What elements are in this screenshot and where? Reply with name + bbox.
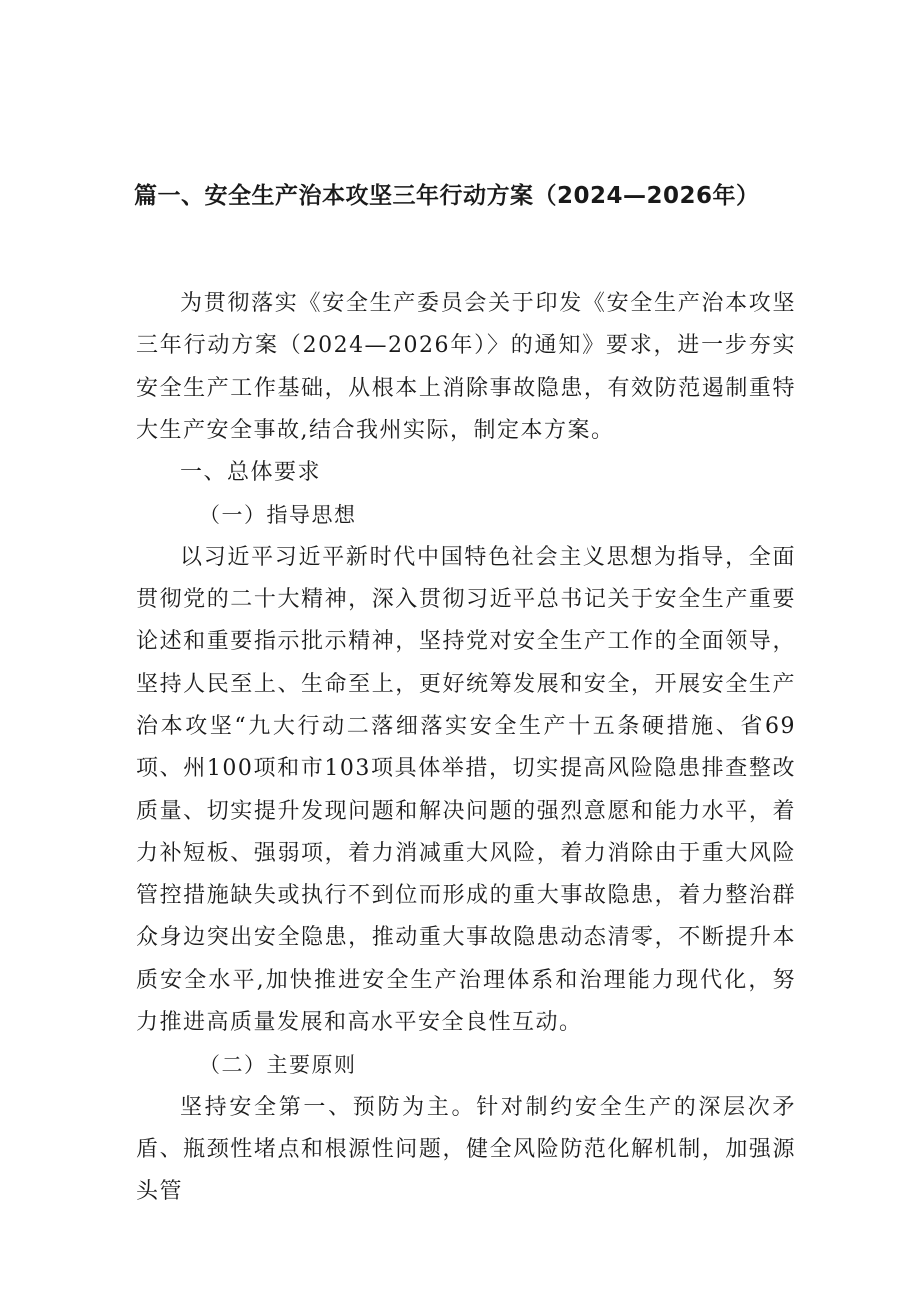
intro-paragraph: 为贯彻落实《安全生产委员会关于印发《安全生产治本攻坚三年行动方案（2024—2026年）〉的通知》要求，进一步夯实安全生产工作基础，从根本上消除事故隐患，有效防范遏制重特大生产安全事故,结合我州实际，制定本方案。 [136, 291, 796, 443]
subsection-heading-main-principles: （二）主要原则 [199, 1053, 357, 1078]
subsection-heading-guiding-ideology: （一）指导思想 [199, 503, 357, 528]
document-body [136, 283, 796, 1214]
document-title: 篇一、安全生产治本攻坚三年行动方案（2024—2026年） [134, 183, 760, 209]
main-principles-paragraph: 坚持安全第一、预防为主。针对制约安全生产的深层次矛盾、瓶颈性堵点和根源性问题，健全风险防范化解机制，加强源头管 [136, 1094, 796, 1205]
guiding-ideology-paragraph: 以习近平习近平新时代中国特色社会主义思想为指导，全面贯彻党的二十大精神，深入贯彻习近平总书记关于安全生产重要论述和重要指示批示精神，坚持党对安全生产工作的全面领导，坚持人民至上、生命至上，更好统筹发展和安全，开展安全生产治本攻坚“九大行动二落细落实安全生产十五条硬措施、省69项、州100项和市103项具体举措，切实提高风险隐患排查整改质量、切实提升发现问题和解决问题的强烈意愿和能力水平，着力补短板、强弱项，着力消减重大风险，着力消除由于重大风险管控措施缺失或执行不到位而形成的重大事故隐患，着力整治群众身边突出安全隐患，推动重大事故隐患动态清零，不断提升本质安全水平,加快推进安全生产治理体系和治理能力现代化，努力推进高质量发展和高水平安全良性互动。 [136, 544, 796, 1036]
section-heading-general-requirements: 一、总体要求 [180, 460, 322, 486]
